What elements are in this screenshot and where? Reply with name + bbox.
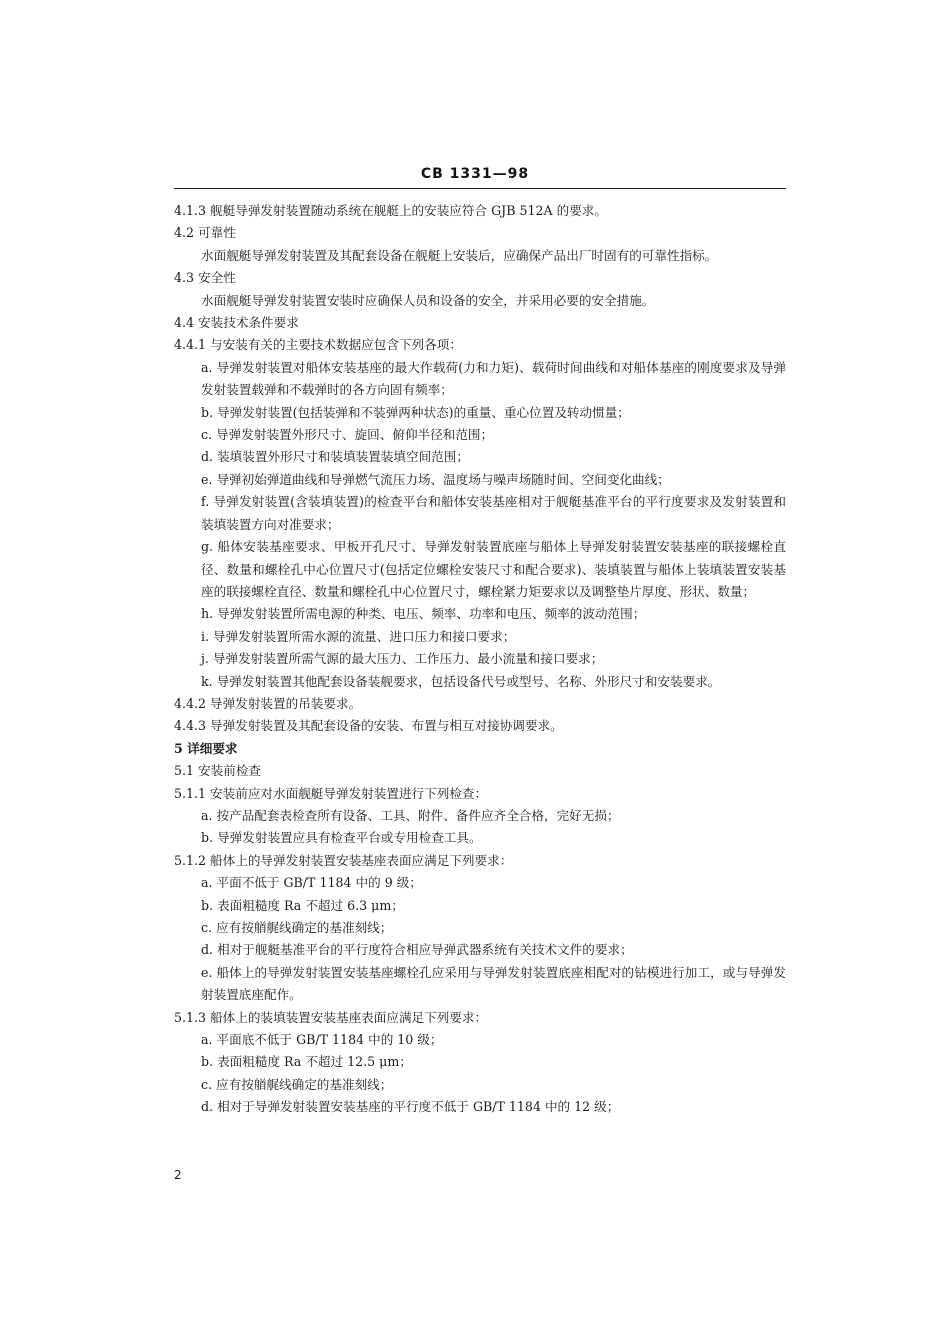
list-item-5-1-3-c: c. 应有按艏艉线确定的基准刻线；	[201, 1076, 393, 1092]
clause-5-1-3: 5.1.3 船体上的装填装置安装基座表面应满足下列要求：	[174, 1009, 488, 1025]
list-item-5-1-3-d: d. 相对于导弹发射装置安装基座的平行度不低于 GB/T 1184 中的 12 级；	[201, 1099, 620, 1115]
list-item-a: a. 导弹发射装置对船体安装基座的最大作载荷(力和力矩)、载荷时间曲线和对船体基座的刚度要求及导弹发射装置载弹和不载弹时的各方向固有频率；	[201, 359, 786, 398]
clause-4-2-text: 水面舰艇导弹发射装置及其配套设备在舰艇上安装后，应确保产品出厂时固有的可靠性指标。	[201, 247, 718, 263]
clause-4-4-heading: 4.4 安装技术条件要求	[174, 315, 299, 331]
clause-4-2-heading: 4.2 可靠性	[174, 225, 236, 241]
header-rule	[174, 188, 786, 189]
list-item-5-1-3-a: a. 平面底不低于 GB/T 1184 中的 10 级；	[201, 1032, 443, 1048]
standard-code-header: CB 1331—98	[420, 166, 530, 182]
clause-5-1-2: 5.1.2 船体上的导弹发射装置安装基座表面应满足下列要求：	[174, 852, 513, 868]
list-item-j: j. 导弹发射装置所需气源的最大压力、工作压力、最小流量和接口要求；	[201, 651, 604, 667]
list-item-e: e. 导弹初始弹道曲线和导弹燃气流压力场、温度场与噪声场随时间、空间变化曲线；	[201, 471, 670, 487]
list-item-5-1-2-b: b. 表面粗糙度 Ra 不超过 6.3 μm；	[201, 897, 404, 913]
list-item-f: f. 导弹发射装置(含装填装置)的检查平台和船体安装基座相对于舰艇基准平台的平行度要求及发射装置和装填装置方向对准要求；	[201, 494, 786, 532]
list-item-5-1-2-a: a. 平面不低于 GB/T 1184 中的 9 级；	[201, 875, 422, 891]
list-item-5-1-1-b: b. 导弹发射装置应具有检查平台或专用检查工具。	[201, 830, 482, 846]
document-body	[174, 200, 786, 1119]
clause-4-3-heading: 4.3 安全性	[174, 270, 236, 286]
list-item-d: d. 装填装置外形尺寸和装填装置装填空间范围；	[201, 449, 469, 465]
list-item-h: h. 导弹发射装置所需电源的种类、电压、频率、功率和电压、频率的波动范围；	[201, 606, 646, 622]
list-item-5-1-2-c: c. 应有按艏艉线确定的基准刻线；	[201, 920, 393, 935]
clause-5-1-heading: 5.1 安装前检查	[174, 763, 262, 779]
list-item-c: c. 导弹发射装置外形尺寸、旋回、俯仰半径和范围；	[201, 427, 494, 443]
list-item-5-1-2-d: d. 相对于舰艇基准平台的平行度符合相应导弹武器系统有关技术文件的要求；	[201, 942, 633, 958]
section-5-heading: 5 详细要求	[174, 740, 238, 756]
list-item-5-1-3-b: b. 表面粗糙度 Ra 不超过 12.5 μm；	[201, 1054, 412, 1070]
list-item-5-1-2-e: e. 船体上的导弹发射装置安装基座螺栓孔应采用与导弹发射装置底座相配对的钻模进行加工，或与导弹发射装置底座配作。	[201, 964, 786, 1003]
list-item-g: g. 船体安装基座要求、甲板开孔尺寸、导弹发射装置底座与船体上导弹发射装置安装基座的联接螺栓直径、数量和螺栓孔中心位置尺寸(包括定位螺栓安装尺寸和配合要求)、装填装置与船体上装填装置安装基座的联接螺栓直径、数量和螺栓孔中心位置尺寸，螺栓紧力矩要求以及调整垫片厚度、形状、数量；	[201, 539, 786, 599]
clause-4-4-2: 4.4.2 导弹发射装置的吊装要求。	[174, 695, 362, 711]
list-item-i: i. 导弹发射装置所需水源的流量、进口压力和接口要求；	[201, 628, 516, 644]
clause-5-1-1: 5.1.1 安装前应对水面舰艇导弹发射装置进行下列检查：	[174, 785, 488, 801]
clause-4-4-1: 4.4.1 与安装有关的主要技术数据应包含下列各项：	[174, 337, 462, 353]
list-item-k: k. 导弹发射装置其他配套设备装舰要求，包括设备代号或型号、名称、外形尺寸和安装要求。	[201, 673, 721, 689]
clause-4-3-text: 水面舰艇导弹发射装置安装时应确保人员和设备的安全，并采用必要的安全措施。	[201, 292, 655, 308]
list-item-b: b. 导弹发射装置(包括装弹和不装弹两种状态)的重量、重心位置及转动惯量；	[201, 404, 630, 420]
list-item-5-1-1-a: a. 按产品配套表检查所有设备、工具、附件、备件应齐全合格，完好无损；	[201, 807, 620, 823]
page-number: 2	[174, 1168, 182, 1182]
clause-4-1-3: 4.1.3 舰艇导弹发射装置随动系统在舰艇上的安装应符合 GJB 512A 的要求。	[174, 203, 607, 218]
clause-4-4-3: 4.4.3 导弹发射装置及其配套设备的安装、布置与相互对接协调要求。	[174, 718, 563, 734]
